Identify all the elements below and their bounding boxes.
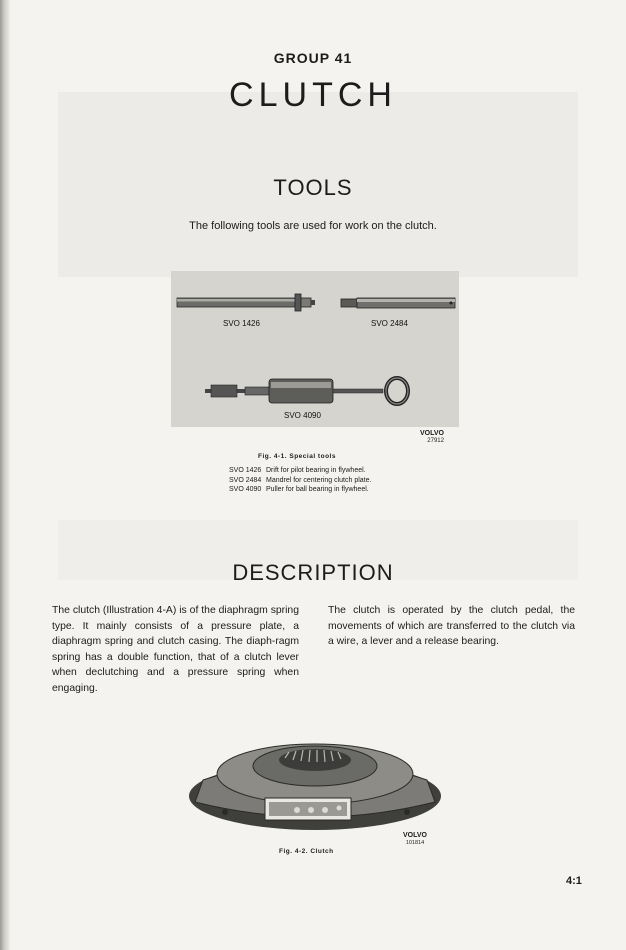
legend-code: SVO 1426 <box>229 467 262 474</box>
legend-code: SVO 4090 <box>229 486 262 493</box>
fig2-caption: Fig. 4-2. Clutch <box>279 848 334 855</box>
fig1-code: 27912 <box>427 437 444 444</box>
tool-label-svo2484: SVO 2484 <box>371 319 408 328</box>
legend-desc: Puller for ball bearing in flywheel. <box>266 486 369 493</box>
legend-row <box>229 466 371 476</box>
description-left-column: The clutch (Illustration 4-A) is of the diaphragm spring type. It mainly consists of a pressure plate, a diaphragm spring and clutch casing. The diaph-ragm spring has a double function, that of a clutch lever when declutching and a pressure spring when engaging. <box>52 605 299 694</box>
legend-desc: Mandrel for centering clutch plate. <box>266 476 372 484</box>
clutch-illustration <box>185 722 445 834</box>
fig1-brand-code <box>420 430 444 444</box>
special-tools-illustration <box>171 271 459 427</box>
fig1-brand: VOLVO <box>420 430 444 437</box>
mandrel-tool <box>341 298 455 308</box>
binding-edge <box>0 0 10 950</box>
fig2-brand-code <box>403 832 427 846</box>
fig2-code: 101814 <box>405 839 425 846</box>
page-number: 4:1 <box>566 875 582 887</box>
fig2-brand: VOLVO <box>403 832 427 839</box>
tool-label-svo4090: SVO 4090 <box>284 411 321 420</box>
puller-tool <box>205 378 408 404</box>
legend-desc: Drift for pilot bearing in flywheel. <box>266 467 366 474</box>
description-heading: DESCRIPTION <box>232 560 394 585</box>
clutch-photo <box>185 722 445 834</box>
legend-code: SVO 2484 <box>229 476 262 484</box>
special-tools-photo <box>171 271 459 427</box>
legend-row <box>229 485 371 495</box>
legend-row <box>229 476 371 486</box>
description-right-column: The clutch is operated by the clutch pedal, the movements of which are transferred to the clutch via a wire, a lever and a release bearing. <box>328 605 575 647</box>
group-label: GROUP 41 <box>273 50 353 66</box>
tools-heading: TOOLS <box>273 175 353 200</box>
fig1-caption: Fig. 4-1. Special tools <box>258 453 336 460</box>
tool-label-svo1426: SVO 1426 <box>223 319 260 328</box>
chapter-title: CLUTCH <box>229 76 397 114</box>
tools-legend <box>229 466 371 495</box>
drift-tool <box>177 294 315 311</box>
tools-intro: The following tools are used for work on the clutch. <box>189 220 437 232</box>
